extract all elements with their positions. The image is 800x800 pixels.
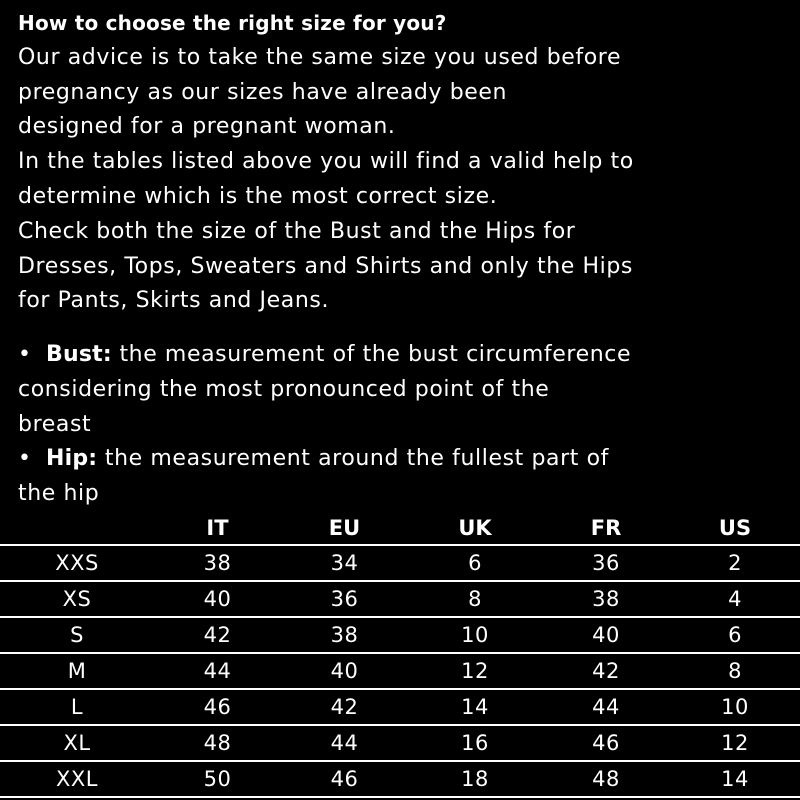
uk-cell: 6: [408, 545, 542, 581]
table-header-row: [0, 511, 800, 545]
table-row: [0, 761, 800, 797]
advice-line: pregnancy as our sizes have already been: [18, 79, 508, 105]
table-row: [0, 617, 800, 653]
column-header-us: US: [718, 515, 752, 540]
eu-cell: 44: [281, 725, 408, 761]
uk-cell: 8: [408, 581, 542, 617]
size-label-cell: XXS: [0, 545, 154, 581]
table-row: [0, 689, 800, 725]
fr-cell: 40: [542, 617, 670, 653]
measurement-definitions: [18, 338, 788, 512]
us-cell: 4: [670, 581, 800, 617]
table-row: [0, 653, 800, 689]
table-row: [0, 725, 800, 761]
advice-line: Dresses, Tops, Sweaters and Shirts and only the Hips: [18, 253, 633, 279]
column-header-it: IT: [206, 515, 229, 540]
eu-cell: 42: [281, 689, 408, 725]
uk-cell: 12: [408, 653, 542, 689]
eu-cell: 36: [281, 581, 408, 617]
size-label-cell: XS: [0, 581, 154, 617]
us-cell: 2: [670, 545, 800, 581]
it-cell: 42: [154, 617, 281, 653]
column-header-uk: UK: [458, 515, 492, 540]
size-guide-intro: [18, 6, 788, 319]
advice-line: determine which is the most correct size.: [18, 183, 498, 209]
size-label-cell: S: [0, 617, 154, 653]
uk-cell: 10: [408, 617, 542, 653]
table-row: [0, 545, 800, 581]
bullet-icon: •: [18, 446, 32, 472]
us-cell: 14: [670, 761, 800, 797]
fr-cell: 46: [542, 725, 670, 761]
page-title: How to choose the right size for you?: [18, 11, 447, 35]
column-header-fr: FR: [590, 515, 622, 540]
fr-cell: 42: [542, 653, 670, 689]
eu-cell: 38: [281, 617, 408, 653]
fr-cell: 44: [542, 689, 670, 725]
fr-cell: 38: [542, 581, 670, 617]
hip-definition-text: the measurement around the fullest part of: [104, 446, 609, 472]
it-cell: 50: [154, 761, 281, 797]
eu-cell: 46: [281, 761, 408, 797]
it-cell: 44: [154, 653, 281, 689]
size-conversion-table: [0, 511, 800, 798]
eu-cell: 34: [281, 545, 408, 581]
uk-cell: 14: [408, 689, 542, 725]
bust-definition-continuation: breast: [18, 411, 92, 437]
it-cell: 46: [154, 689, 281, 725]
bullet-icon: •: [18, 342, 32, 367]
advice-line: Check both the size of the Bust and the Hips for: [18, 218, 576, 244]
hip-definition: [18, 442, 788, 477]
advice-line: designed for a pregnant woman.: [18, 114, 396, 140]
bust-definition-continuation: considering the most pronounced point of the: [18, 376, 550, 402]
fr-cell: 36: [542, 545, 670, 581]
us-cell: 8: [670, 653, 800, 689]
advice-line: In the tables listed above you will find a valid help to: [18, 149, 634, 175]
advice-line: Our advice is to take the same size you used before: [18, 44, 622, 70]
eu-cell: 40: [281, 653, 408, 689]
size-label-cell: XL: [0, 725, 154, 761]
us-cell: 12: [670, 725, 800, 761]
column-header-eu: EU: [328, 515, 361, 540]
table-row: [0, 581, 800, 617]
uk-cell: 18: [408, 761, 542, 797]
hip-definition-continuation: the hip: [18, 481, 100, 507]
us-cell: 6: [670, 617, 800, 653]
uk-cell: 16: [408, 725, 542, 761]
size-label-cell: XXL: [0, 761, 154, 797]
hip-term: Hip:: [46, 446, 98, 472]
fr-cell: 48: [542, 761, 670, 797]
it-cell: 40: [154, 581, 281, 617]
bust-definition: [18, 338, 788, 373]
us-cell: 10: [670, 689, 800, 725]
size-label-cell: L: [0, 689, 154, 725]
advice-line: for Pants, Skirts and Jeans.: [18, 288, 330, 314]
bust-term: Bust:: [46, 342, 112, 367]
it-cell: 48: [154, 725, 281, 761]
column-header-size: [0, 511, 154, 545]
bust-definition-text: the measurement of the bust circumference: [119, 342, 632, 367]
it-cell: 38: [154, 545, 281, 581]
size-label-cell: M: [0, 653, 154, 689]
